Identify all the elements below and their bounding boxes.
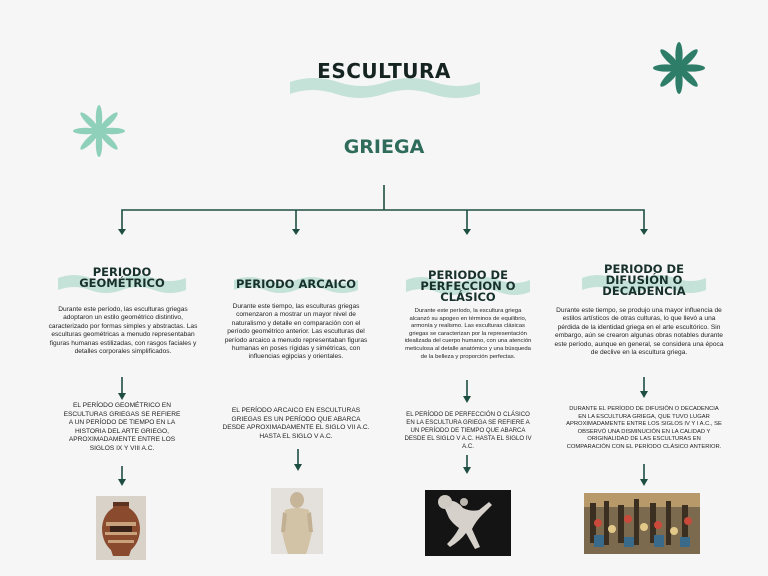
period-description-geometric: Durante este período, las esculturas griegas adoptaron un estilo geométrico distintivo, caracterizado por formas simples y abstractas. Las esculturas geométricas a menudo representaban figuras humanas estilizadas, con rasgos faciales y detalles corporales simplificados. <box>48 306 198 356</box>
heading-line: CLÁSICO <box>440 290 496 304</box>
page-subtitle: GRIEGA <box>343 136 425 158</box>
period-heading-classic <box>398 270 538 303</box>
period-summary-archaic: EL PERÍODO ARCAICO EN ESCULTURAS GRIEGAS ES UN PERÍODO QUE ABARCA DESDE APROXIMADAMENTE EL SIGLO VII A.C. HASTA EL SIGLO V A.C. <box>222 407 370 440</box>
discobolus-statue-image <box>425 490 511 556</box>
period-heading-geometric <box>52 267 192 289</box>
period-heading-archaic <box>226 279 366 290</box>
period-summary-decadence: DURANTE EL PERÍODO DE DIFUSIÓN O DECADENCIA EN LA ESCULTURA GRIEGA, QUE TUVO LUGAR APROXIMADAMENTE ENTRE LOS SIGLOS IV Y I A.C., SE OBSERVÓ UNA DISMINUCIÓN EN LA CALIDAD Y ORIGINALIDAD DE LAS ESCULTURAS EN COMPARACIÓN CON EL PERÍODO CLÁSICO ANTERIOR. <box>566 406 722 450</box>
heading-line: PERIODO ARCAICO <box>235 277 357 291</box>
period-description-archaic: Durante este tiempo, las esculturas griegas comenzaron a mostrar un mayor nivel de naturalismo y detalle en comparación con el período geométrico anterior. Las esculturas del período arcaico a menudo representaban figuras humanas en poses rígidas y simétricas, con influencias egipcias y orientales. <box>224 303 368 361</box>
period-description-classic: Durante este período, la escultura griega alcanzó su apogeo en términos de equilibrio, armonía y realismo. Las esculturas clásicas griegas se caracterizan por la representación idealizada del cuerpo humano, con una atención meticulosa al detalle anatómico y una búsqueda de la belleza y proporción perfectas. <box>404 308 532 360</box>
heading-line: PERIODO DE <box>428 268 508 282</box>
period-summary-classic: EL PERÍODO DE PERFECCIÓN O CLÁSICO EN LA ESCULTURA GRIEGA SE REFIERE A UN PERÍODO DE TIEMPO QUE ABARCA DESDE EL SIGLO V A.C. HASTA EL SIGLO IV A.C. <box>404 411 532 450</box>
kouros-statue-image <box>271 488 323 554</box>
heading-line: PERIODO DE <box>604 262 684 276</box>
heading-line: DIFUSIÓN O <box>605 273 683 287</box>
period-heading-decadence <box>574 264 714 297</box>
crowd-painting-image <box>584 493 700 554</box>
page-title: ESCULTURA <box>317 59 451 83</box>
period-description-decadence: Durante este tiempo, se produjo una mayor influencia de estilos artísticos de otras culturas, lo que llevó a una pérdida de la identidad griega en el arte escultórico. Sin embargo, aún se crearon algunas obras notables durante este período, aunque en general, se considera una época de declive en la escultura griega. <box>554 307 724 357</box>
heading-line: PERIODO <box>92 265 152 279</box>
geometric-vase-image <box>96 496 146 560</box>
period-summary-geometric: EL PERÍODO GEOMÉTRICO EN ESCULTURAS GRIEGAS SE REFIERE A UN PERÍODO DE TIEMPO EN LA HISTORIA DEL ARTE GRIEGO, APROXIMADAMENTE ENTRE LOS SIGLOS IX Y VIII A.C. <box>63 402 181 452</box>
heading-line: DECADENCIA <box>602 284 686 298</box>
heading-line: GEOMÉTRICO <box>79 276 165 290</box>
heading-line: PERFECCION O <box>420 279 516 293</box>
